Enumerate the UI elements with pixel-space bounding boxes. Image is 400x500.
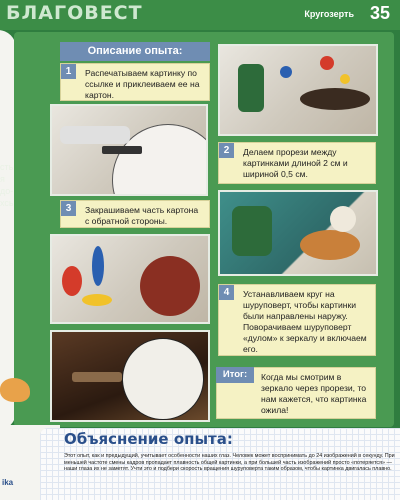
- step-1-note: [60, 63, 210, 101]
- explanation-text: Этот опыт, как и предыдущий, учитывает особенности наших глаз. Человек может воспринимать до 24 изображений в секунду. При меньшей частоте смены кадров пропадает плавность общей картинки, а при большей часть изображений просто «потеряется» — наши глаза их не заметят. Учти это и подбери скорость вращения шуруповерта таким образом, чтобы картинка двигалась плавно.: [64, 453, 395, 473]
- section-name: Кругозерть: [304, 9, 354, 19]
- experiment-description-title: Описание опыта:: [60, 42, 210, 61]
- step-number: 2: [219, 143, 234, 158]
- photo-spinning-disc: [50, 234, 210, 324]
- step-number: 4: [219, 285, 234, 300]
- result-text: Когда мы смотрим в зеркало через прорези, то нам кажется, что картинка ожила!: [261, 372, 367, 415]
- step-3-note: [60, 200, 210, 228]
- result-label: Итог:: [216, 367, 254, 383]
- photo-cutting-slots: [50, 104, 208, 196]
- footer-logo: ika: [2, 478, 14, 487]
- left-text-fragment: хсь: [0, 198, 14, 208]
- decorative-blob: [0, 378, 30, 402]
- step-text: Делаем прорези между картинками длиной 2 см и шириной 0,5 см.: [243, 147, 348, 179]
- magazine-brand: БЛАГОВЕСТ: [6, 2, 143, 24]
- page-number: 35: [369, 3, 390, 23]
- left-text-fragment: до-: [0, 186, 14, 196]
- photo-disc-on-drill: [218, 190, 378, 276]
- step-text: Закрашиваем часть картона с обратной стороны.: [85, 205, 199, 226]
- photo-drill-and-disc: [218, 44, 378, 136]
- step-text: Устанавливаем круг на шуруповерт, чтобы картинки были направлены наружу. Поворачиваем шуруповерт «дулом» к зеркалу и включаем его.: [243, 289, 367, 354]
- left-text-fragment: сть: [0, 162, 14, 172]
- step-2-note: [218, 142, 376, 184]
- photo-mirror-view: [50, 330, 210, 422]
- left-text-fragment: я: [0, 174, 5, 184]
- step-number: 3: [61, 201, 76, 216]
- step-text: Распечатываем картинку по ссылке и приклеиваем ее на картон.: [85, 68, 200, 100]
- step-number: 1: [61, 64, 76, 79]
- step-4-note: [218, 284, 376, 356]
- explanation-title: Объяснение опыта:: [64, 430, 233, 448]
